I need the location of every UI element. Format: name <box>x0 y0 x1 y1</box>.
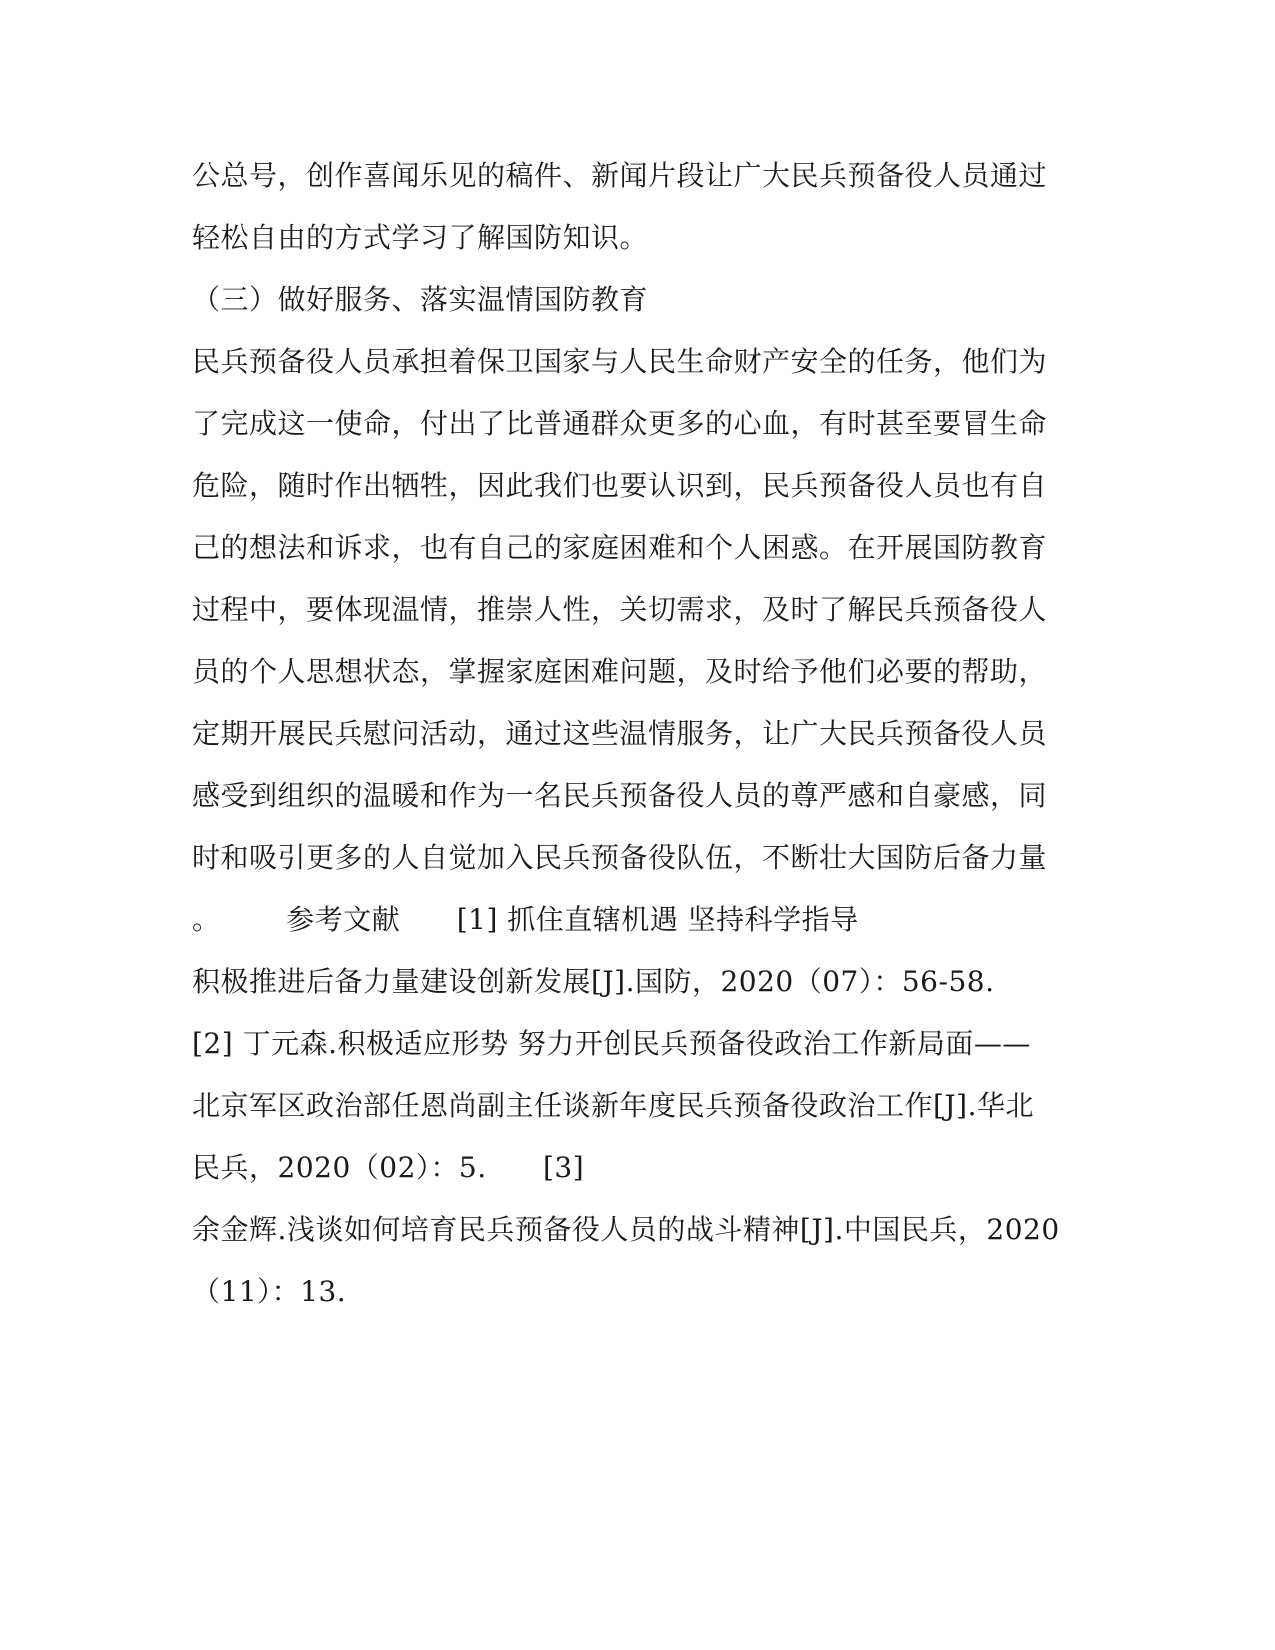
body-text-line: 民兵预备役人员承担着保卫国家与人民生命财产安全的任务，他们为 <box>192 345 1048 378</box>
body-text-line: 过程中，要体现温情，推崇人性，关切需求，及时了解民兵预备役人 <box>192 593 1048 626</box>
references-heading-line: 。 参考文献 [1] 抓住直辖机遇 坚持科学指导 <box>192 903 859 936</box>
reference-line: 积极推进后备力量建设创新发展[J].国防，2020（07）：56-58. <box>192 965 995 998</box>
reference-line: 民兵，2020（02）：5. [3] <box>192 1151 585 1184</box>
body-text-line: 轻松自由的方式学习了解国防知识。 <box>192 221 649 254</box>
reference-line: [2] 丁元森.积极适应形势 努力开创民兵预备役政治工作新局面—— <box>192 1027 1031 1060</box>
body-text-line: 感受到组织的温暖和作为一名民兵预备役人员的尊严感和自豪感，同 <box>192 779 1048 812</box>
body-text-line: 定期开展民兵慰问活动，通过这些温情服务，让广大民兵预备役人员 <box>192 717 1048 750</box>
body-text-line: 己的想法和诉求，也有自己的家庭困难和个人困惑。在开展国防教育 <box>192 531 1048 564</box>
reference-line: 余金辉.浅谈如何培育民兵预备役人员的战斗精神[J].中国民兵，2020 <box>192 1213 1060 1246</box>
section-heading: （三）做好服务、落实温情国防教育 <box>192 283 649 316</box>
body-text-line: 危险，随时作出牺牲，因此我们也要认识到，民兵预备役人员也有自 <box>192 469 1048 502</box>
body-text-line: 公总号，创作喜闻乐见的稿件、新闻片段让广大民兵预备役人员通过 <box>192 159 1048 192</box>
body-text-line: 员的个人思想状态，掌握家庭困难问题，及时给予他们必要的帮助， <box>192 655 1048 688</box>
reference-line: 北京军区政治部任恩尚副主任谈新年度民兵预备役政治工作[J].华北 <box>192 1089 1034 1122</box>
body-text-line: 了完成这一使命，付出了比普通群众更多的心血，有时甚至要冒生命 <box>192 407 1048 440</box>
reference-line: （11）：13. <box>192 1275 347 1308</box>
body-text-line: 时和吸引更多的人自觉加入民兵预备役队伍，不断壮大国防后备力量 <box>192 841 1048 874</box>
